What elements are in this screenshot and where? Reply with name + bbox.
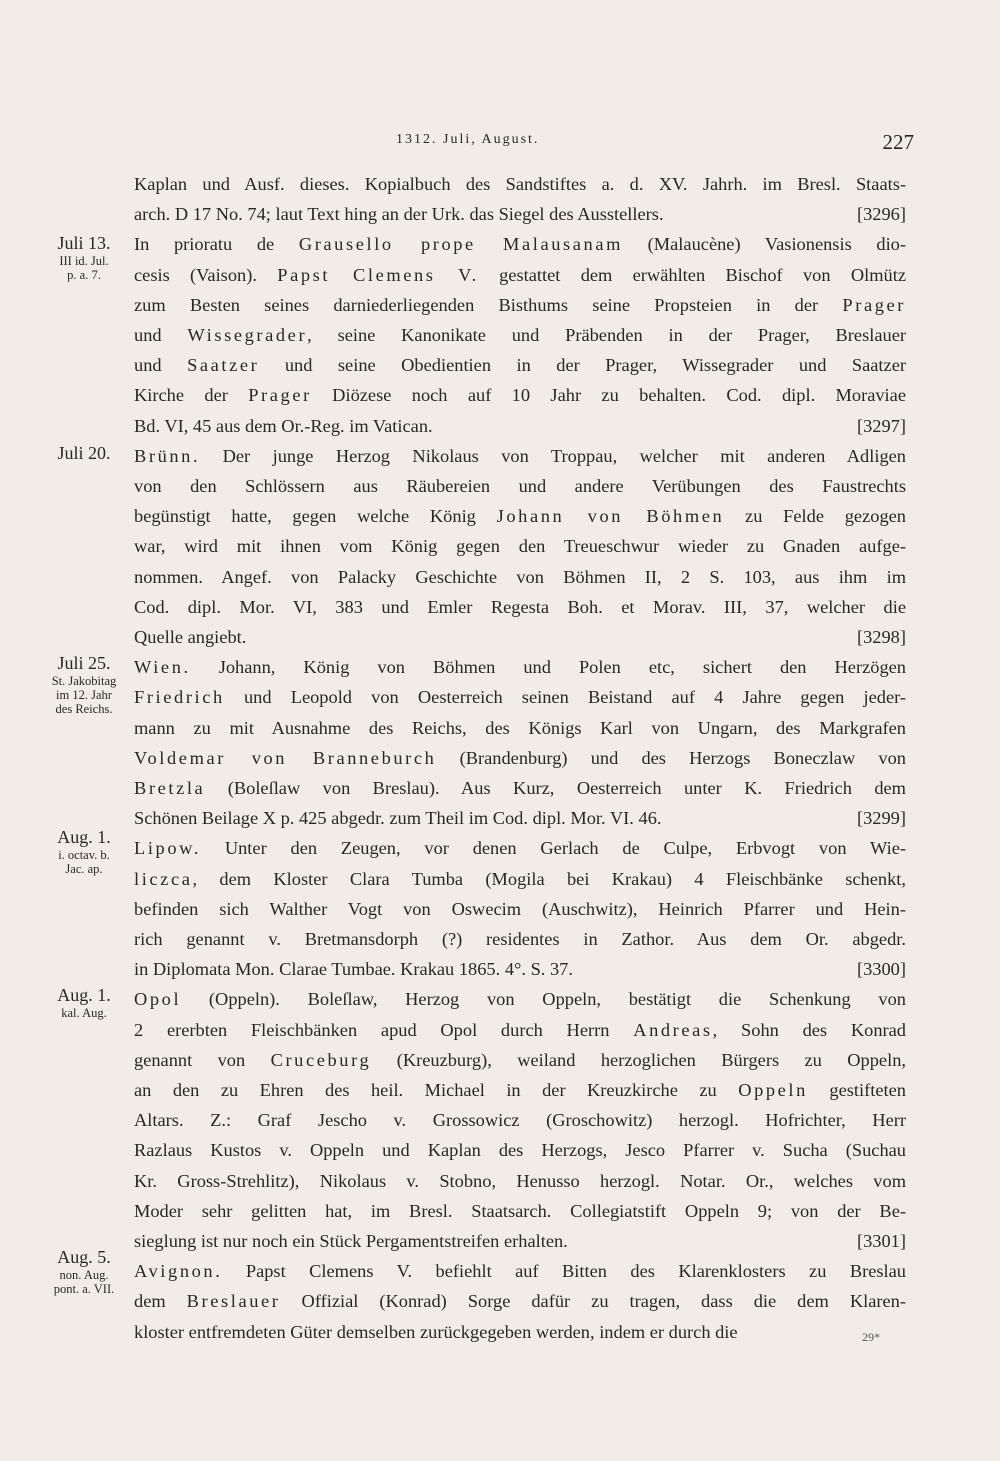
line-text: (Oppeln). Boleſlaw, Herzog von Oppeln, bestätigt die Schenkung von <box>181 989 906 1010</box>
text-line <box>134 1075 906 1105</box>
line-text: nommen. Angef. von Palacky Geschichte von Böhmen II, 2 S. 103, aus ihm im <box>134 566 906 587</box>
line-text: begünstigt hatte, gegen welche König <box>134 506 497 527</box>
margin-sub: i. octav. b. <box>58 848 110 862</box>
line-text: Diözese noch auf 10 Jahr zu behalten. Cod. dipl. Moraviae <box>311 385 906 406</box>
spaced-name: Saatzer <box>187 355 260 376</box>
spaced-name: Prager <box>842 294 906 315</box>
line-text: genannt von <box>134 1049 271 1070</box>
margin-date: Aug. 1. <box>57 827 111 847</box>
line-text: dem <box>134 1291 187 1312</box>
text-line <box>134 1317 906 1347</box>
text-line <box>134 803 906 833</box>
text-line <box>134 1105 906 1135</box>
line-text: und seine Obedientien in der Prager, Wissegrader und Saatzer <box>259 355 906 376</box>
text-line <box>134 380 906 410</box>
margin-date: Juli 13. <box>57 233 111 253</box>
text-line <box>134 320 906 350</box>
text-line <box>134 592 906 622</box>
line-text: Johann, König von Böhmen und Polen etc, sichert den Herzögen <box>190 657 906 678</box>
signature-mark: 29* <box>862 1330 880 1344</box>
text-line <box>134 1045 906 1075</box>
line-text: war, wird mit ihnen vom König gegen den Treueschwur wieder zu Gnaden aufge- <box>134 536 906 557</box>
margin-sub: III id. Jul. <box>59 254 109 268</box>
line-text: zum Besten seines darniederliegenden Bisthums seine Propsteien in der <box>134 294 843 315</box>
spaced-name: Bretzla <box>134 778 206 798</box>
margin-sub: non. Aug. <box>59 1268 109 1282</box>
line-text: (Boleſlaw von Breslau). Aus Kurz, Oesterreich unter K. Friedrich dem <box>205 778 906 798</box>
line-text: in Diplomata Mon. Clarae Tumbae. Krakau 1865. 4°. S. 37. <box>134 959 573 980</box>
line-text: (Brandenburg) und des Herzogs Boneczlaw von <box>436 747 906 768</box>
line-text: Kaplan und Ausf. dieses. Kopialbuch des Sandstiftes a. d. XV. Jahrh. im Bresl. Staats- <box>134 174 906 194</box>
line-text: (Kreuzburg), weiland herzoglichen Bürgers zu Oppeln, <box>371 1049 906 1070</box>
text-line <box>134 441 906 471</box>
line-text: zu Felde gezogen <box>724 506 906 527</box>
spaced-name: Wien. <box>134 657 191 678</box>
spaced-name: Andreas <box>633 1019 713 1040</box>
text-line <box>134 924 906 954</box>
regest-number: [3296] <box>856 204 906 225</box>
line-text: rich genannt v. Bretmansdorph (?) residentes in Zathor. Aus dem Or. abgedr. <box>134 929 906 949</box>
text-line <box>134 682 906 712</box>
margin-sub: kal. Aug. <box>61 1006 107 1020</box>
text-line <box>134 954 906 984</box>
text-line <box>134 743 906 773</box>
text-line <box>134 833 906 863</box>
text-line <box>134 199 906 229</box>
text-line <box>134 1226 906 1256</box>
regest-number: [3300] <box>856 959 906 980</box>
line-text: 2 ererbten Fleischbänken apud Opol durch Herrn <box>134 1019 634 1040</box>
text-line <box>134 984 906 1014</box>
spaced-name: Lipow. <box>134 838 202 859</box>
text-line <box>134 1196 906 1226</box>
margin-date: Juli 20. <box>57 443 111 463</box>
text-line <box>134 411 906 441</box>
margin-note <box>24 984 144 1020</box>
text-line <box>134 290 906 320</box>
margin-note <box>24 652 144 716</box>
spaced-name: Brünn. <box>134 445 201 466</box>
page-number: 227 <box>882 130 914 154</box>
text-line <box>134 894 906 924</box>
line-text: Kirche der <box>134 385 249 406</box>
margin-date: Aug. 1. <box>57 985 111 1005</box>
margin-note <box>24 1246 144 1296</box>
regest-number: [3299] <box>856 808 906 829</box>
margin-date: Juli 25. <box>57 653 111 673</box>
line-text: , Sohn des Konrad <box>712 1019 906 1040</box>
line-text: arch. D 17 No. 74; laut Text hing an der Urk. das Siegel des Ausstellers. <box>134 204 664 225</box>
margin-sub: des Reichs. <box>55 702 113 716</box>
text-line <box>134 471 906 501</box>
regest-number: [3297] <box>856 415 906 436</box>
spaced-name: Breslauer <box>186 1291 281 1312</box>
line-text: Altars. Z.: Graf Jescho v. Grossowicz (Groschowitz) herzogl. Hofrichter, Herr <box>134 1110 906 1131</box>
line-text: , dem Kloster Clara Tumba (Mogila bei Krakau) 4 Fleischbänke schenkt, <box>192 868 906 889</box>
margin-sub: im 12. Jahr <box>56 688 112 702</box>
text-line <box>134 622 906 652</box>
line-text: von den Schlössern aus Räubereien und andere Verübungen des Faustrechts <box>134 476 906 496</box>
margin-sub: p. a. 7. <box>67 268 101 282</box>
spaced-name: Cruceburg <box>270 1049 372 1070</box>
regest-number: [3301] <box>856 1231 906 1251</box>
line-text: Razlaus Kustos v. Oppeln und Kaplan des Herzogs, Jesco Pfarrer v. Sucha (Suchau <box>134 1140 906 1161</box>
line-text: und Leopold von Oesterreich seinen Beistand auf 4 Jahre gegen jeder- <box>224 687 906 708</box>
line-text: Moder sehr gelitten hat, im Bresl. Staatsarch. Collegiatstift Oppeln 9; von der Be- <box>134 1200 906 1221</box>
margin-date: Aug. 5. <box>57 1247 111 1267</box>
text-line <box>134 1166 906 1196</box>
line-text: befinden sich Walther Vogt von Oswecim (Auschwitz), Heinrich Pfarrer und Hein- <box>134 898 906 919</box>
spaced-name: Voldemar von Branneburch <box>134 747 437 768</box>
text-line <box>134 864 906 894</box>
running-title: 1312. Juli, August. <box>396 132 540 147</box>
text-line <box>134 501 906 531</box>
spaced-name: Oppeln <box>738 1080 808 1100</box>
spaced-name: Opol <box>134 989 182 1010</box>
margin-sub: Jac. ap. <box>65 862 103 876</box>
spaced-name: Grausello prope Malausanam <box>298 234 624 255</box>
spaced-name: Wissegrader <box>187 325 308 345</box>
spaced-name: Papst Clemens V. <box>277 264 479 285</box>
margin-note <box>24 232 144 282</box>
text-line <box>134 260 906 290</box>
text-line <box>134 773 906 803</box>
line-text: cesis (Vaison). <box>134 264 278 285</box>
line-text: Unter den Zeugen, vor denen Gerlach de Culpe, Erbvogt von Wie- <box>201 838 906 859</box>
page-header <box>134 130 914 160</box>
spaced-name: Avignon. <box>134 1261 223 1282</box>
line-text: Der junge Herzog Nikolaus von Troppau, welcher mit anderen Adligen <box>200 445 906 466</box>
spaced-name: liczca <box>134 868 193 889</box>
line-text: und <box>134 355 188 376</box>
margin-sub: pont. a. VII. <box>53 1282 115 1296</box>
text-line <box>134 713 906 743</box>
spaced-name: Friedrich <box>134 687 225 708</box>
line-text: Kr. Gross-Strehlitz), Nikolaus v. Stobno, Henusso herzogl. Notar. Or., welches vom <box>134 1170 906 1191</box>
line-text: mann zu mit Ausnahme des Reichs, des Königs Karl von Ungarn, des Markgrafen <box>134 717 906 738</box>
line-text: Cod. dipl. Mor. VI, 383 und Emler Regesta Boh. et Morav. III, 37, welcher die <box>134 596 906 617</box>
margin-note <box>24 442 144 464</box>
line-text: Schönen Beilage X p. 425 abgedr. zum Theil im Cod. dipl. Mor. VI. 46. <box>134 808 662 829</box>
line-text: gestattet dem erwählten Bischof von Olmütz <box>478 264 906 285</box>
regest-number: [3298] <box>856 627 906 647</box>
text-line <box>134 1286 906 1316</box>
margin-sub: St. Jakobitag <box>51 674 117 688</box>
text-line <box>134 169 906 199</box>
text-line <box>134 1256 906 1286</box>
line-text: Offizial (Konrad) Sorge dafür zu tragen, dass die dem Klaren- <box>280 1291 906 1312</box>
text-line <box>134 562 906 592</box>
text-line <box>134 350 906 380</box>
line-text: (Malaucène) Vasionensis dio- <box>623 234 906 255</box>
text-line <box>134 652 906 682</box>
spaced-name: Prager <box>248 385 312 406</box>
line-text: , seine Kanonikate und Präbenden in der Prager, Breslauer <box>307 325 906 345</box>
text-line <box>134 1015 906 1045</box>
line-text: gestifteten <box>807 1080 906 1100</box>
line-text: Quelle angiebt. <box>134 627 247 647</box>
line-text: kloster entfremdeten Güter demselben zurückgegeben werden, indem er durch die <box>134 1321 738 1342</box>
line-text: Papst Clemens V. befiehlt auf Bitten des Klarenklosters zu Breslau <box>222 1261 906 1282</box>
text-line <box>134 531 906 561</box>
text-line <box>134 1135 906 1165</box>
text-line <box>134 229 906 259</box>
line-text: In prioratu de <box>134 234 299 255</box>
line-text: und <box>134 325 188 345</box>
spaced-name: Johann von Böhmen <box>496 506 725 527</box>
margin-note <box>24 826 144 876</box>
line-text: Bd. VI, 45 aus dem Or.-Reg. im Vatican. <box>134 415 433 436</box>
line-text: sieglung ist nur noch ein Stück Pergamentstreifen erhalten. <box>134 1231 568 1251</box>
line-text: an den zu Ehren des heil. Michael in der Kreuzkirche zu <box>134 1080 739 1100</box>
